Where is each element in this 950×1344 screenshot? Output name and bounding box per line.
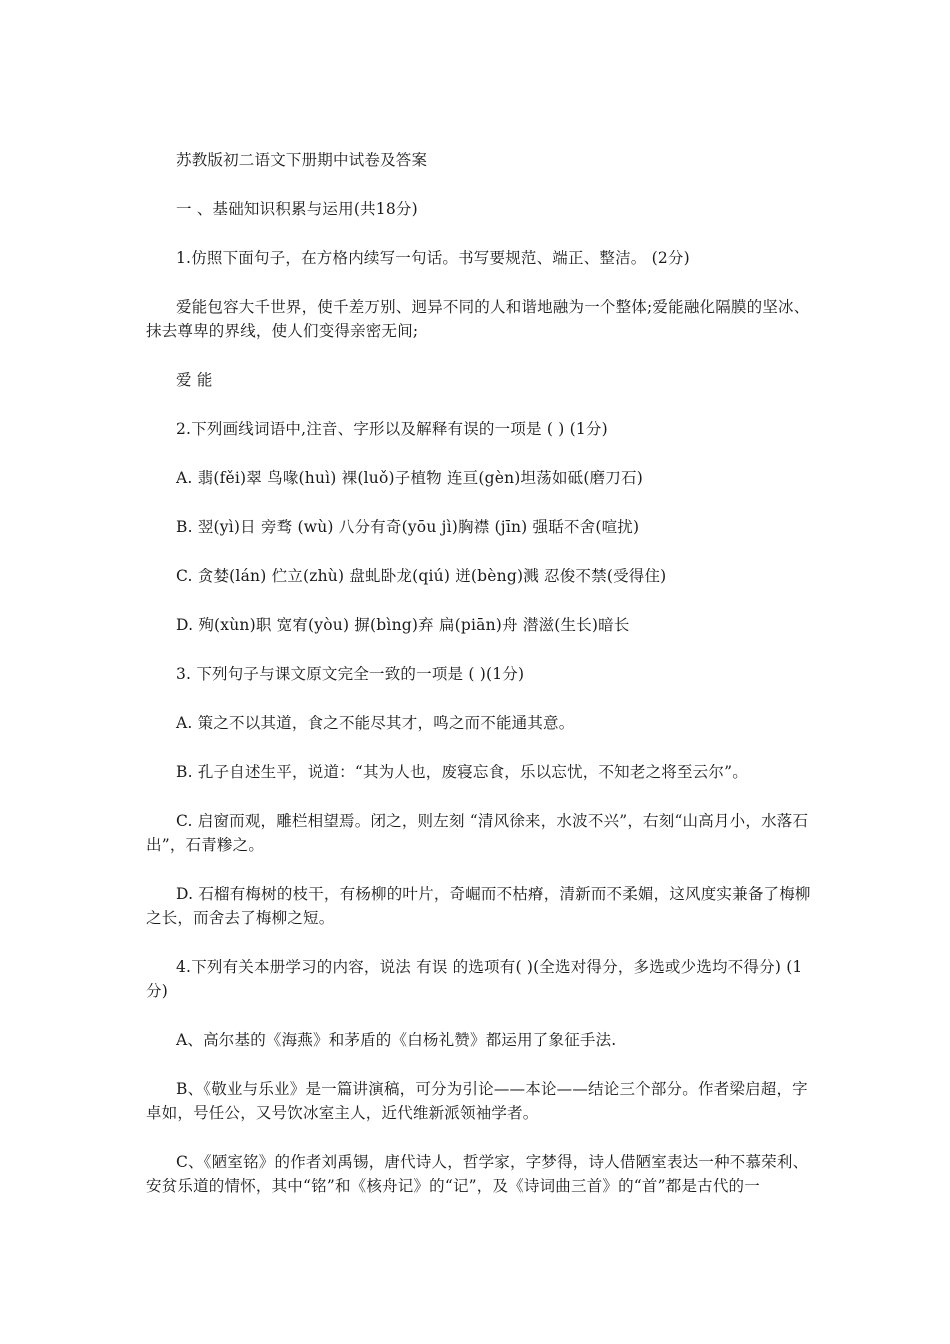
question-4-option-b: B、《敬业与乐业》是一篇讲演稿，可分为引论——本论——结论三个部分。作者梁启超，字卓如，号任公，又号饮冰室主人，近代维新派领袖学者。 <box>146 1080 808 1122</box>
section-heading: 一 、基础知识积累与运用(共18分) <box>176 200 418 218</box>
question-1-blank: 爱 能 <box>176 371 213 389</box>
question-2-option-c: C. 贪婪(lán) 伫立(zhù) 盘虬卧龙(qiú) 迸(bèng)溅 忍俊不禁(受得住) <box>176 567 667 585</box>
question-3: 3. 下列句子与课文原文完全一致的一项是 ( )(1分) <box>176 665 525 683</box>
question-1-text: 爱能包容大千世界，使千差万别、迥异不同的人和谐地融为一个整体;爱能融化隔膜的坚冰、抹去尊卑的界线，使人们变得亲密无间; <box>146 298 810 340</box>
question-3-option-d: D. 石榴有梅树的枝干，有杨柳的叶片，奇崛而不枯瘠，清新而不柔媚，这风度实兼备了梅柳之长，而舍去了梅柳之短。 <box>146 885 811 927</box>
question-3-option-c: C. 启窗而观，雕栏相望焉。闭之，则左刻 “清风徐来，水波不兴”，右刻“山高月小，水落石出”，石青糁之。 <box>146 812 809 854</box>
question-2-option-d: D. 殉(xùn)职 宽宥(yòu) 摒(bìng)弃 扁(piān)舟 潜滋(生长)暗长 <box>176 616 630 634</box>
question-3-option-b: B. 孔子自述生平，说道：“其为人也，废寝忘食，乐以忘忧，不知老之将至云尔”。 <box>176 763 748 781</box>
question-1: 1.仿照下面句子，在方格内续写一句话。书写要规范、端正、整洁。 (2分) <box>176 249 690 267</box>
question-3-option-a: A. 策之不以其道，食之不能尽其才，鸣之而不能通其意。 <box>176 714 575 732</box>
question-4: 4.下列有关本册学习的内容，说法 有误 的选项有( )(全选对得分，多选或少选均不得分) (1分) <box>146 958 803 1000</box>
question-4-option-c: C、《陋室铭》的作者刘禹锡，唐代诗人，哲学家，字梦得，诗人借陋室表达一种不慕荣利、安贫乐道的情怀，其中“铭”和《核舟记》的“记”，及《诗词曲三首》的“首”都是古代的一 <box>146 1153 809 1195</box>
document-title: 苏教版初二语文下册期中试卷及答案 <box>176 151 428 169</box>
question-2-option-b: B. 翌(yì)日 旁骛 (wù) 八分有奇(yōu jì)胸襟 (jīn) 强聒不舍(喧扰) <box>176 518 640 536</box>
question-4-option-a: A、高尔基的《海燕》和茅盾的《白杨礼赞》都运用了象征手法. <box>176 1031 617 1049</box>
question-2: 2.下列画线词语中,注音、字形以及解释有误的一项是 ( ) (1分) <box>176 420 608 438</box>
question-2-option-a: A. 翡(fěi)翠 鸟喙(huì) 裸(luǒ)子植物 连亘(gèn)坦荡如砥(磨刀石) <box>176 469 643 487</box>
